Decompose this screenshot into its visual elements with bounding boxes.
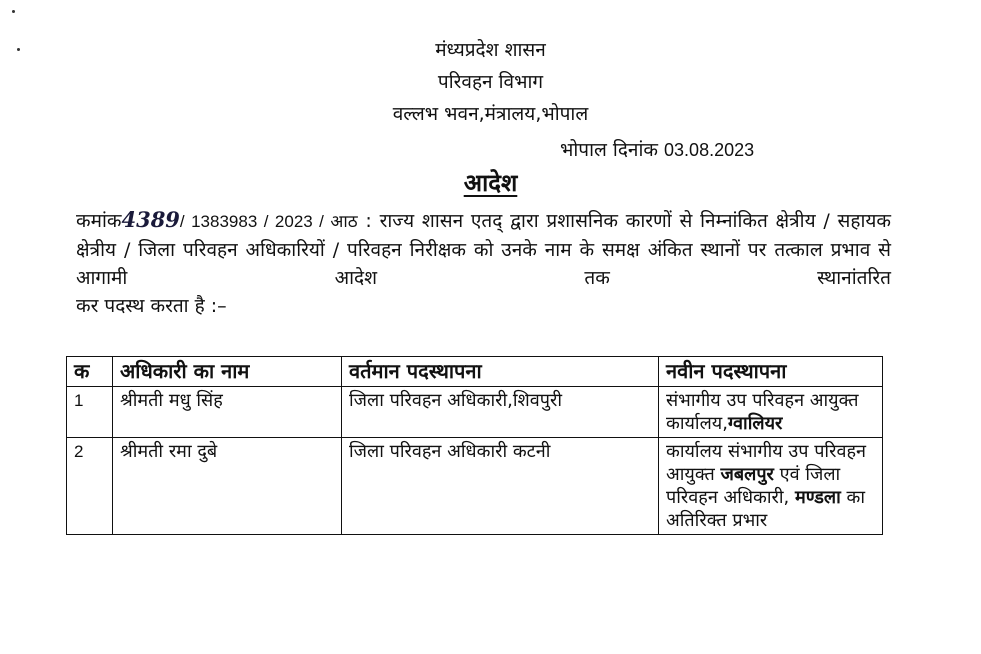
order-title-text: आदेश: [463, 169, 518, 197]
row-officer-name: श्रीमती रमा दुबे: [113, 438, 342, 535]
row-officer-name: श्रीमती मधु सिंह: [113, 387, 342, 438]
row-current-posting: जिला परिवहन अधिकारी कटनी: [342, 438, 659, 535]
row-new-posting: [659, 387, 883, 438]
reference-prefix: कमांक: [76, 210, 122, 232]
paragraph-line-4: कर पदस्थ करता है :–: [76, 295, 227, 317]
new-posting-text-2: एवं जिला परिवहन अधिकारी,: [666, 464, 841, 508]
new-posting-place-2: मण्डला: [794, 487, 841, 508]
header-new-posting: नवीन पदस्थापना: [659, 357, 883, 387]
header-officer-name: अधिकारी का नाम: [113, 357, 342, 387]
scan-speck: [12, 10, 15, 13]
reference-number: / 1383983 / 2023 / आठ: [179, 212, 358, 231]
date-value: 03.08.2023: [664, 140, 755, 160]
paragraph-line-1: : राज्य शासन एतद् द्वारा प्रशासनिक कारणों से: [365, 210, 693, 232]
new-posting-text-3: का अतिरिक्त प्रभार: [666, 487, 866, 531]
header-address: वल्लभ भवन,मंत्रालय,भोपाल: [392, 103, 589, 125]
paragraph-line-2: निम्नांकित क्षेत्रीय / सहायक क्षेत्रीय / जिला परिवहन अधिकारियों / परिवहन निरीक्षक को: [76, 210, 892, 261]
new-posting-text: कार्यालय संभागीय उप परिवहन आयुक्त: [666, 441, 867, 485]
table-row: [67, 438, 883, 535]
header-government: मंध्यप्रदेश शासन: [435, 39, 546, 61]
row-new-posting: [659, 438, 883, 535]
new-posting-place: जबलपुर: [720, 464, 774, 485]
table-header-row: [67, 357, 883, 387]
header-serial: क: [67, 357, 113, 387]
paragraph-line-3: उनके नाम के समक्ष अंकित स्थानों पर तत्काल प्रभाव से आगामी आदेश तक स्थानांतरित: [76, 239, 891, 289]
row-current-posting: जिला परिवहन अधिकारी,शिवपुरी: [342, 387, 659, 438]
new-posting-place: ग्वालियर: [727, 413, 783, 434]
header-department: परिवहन विभाग: [437, 71, 544, 93]
new-posting-text: संभागीय उप परिवहन आयुक्त कार्यालय,: [666, 390, 859, 434]
row-serial: 2: [67, 438, 113, 535]
row-serial: 1: [67, 387, 113, 438]
date-label: भोपाल दिनांक: [560, 139, 658, 161]
transfer-table: [66, 356, 883, 535]
order-title: [0, 168, 981, 198]
order-paragraph: [76, 206, 891, 320]
reference-handwritten-number: 4389: [121, 207, 180, 232]
date-line: [560, 138, 754, 162]
table-row: [67, 387, 883, 438]
header-current-posting: वर्तमान पदस्थापना: [342, 357, 659, 387]
